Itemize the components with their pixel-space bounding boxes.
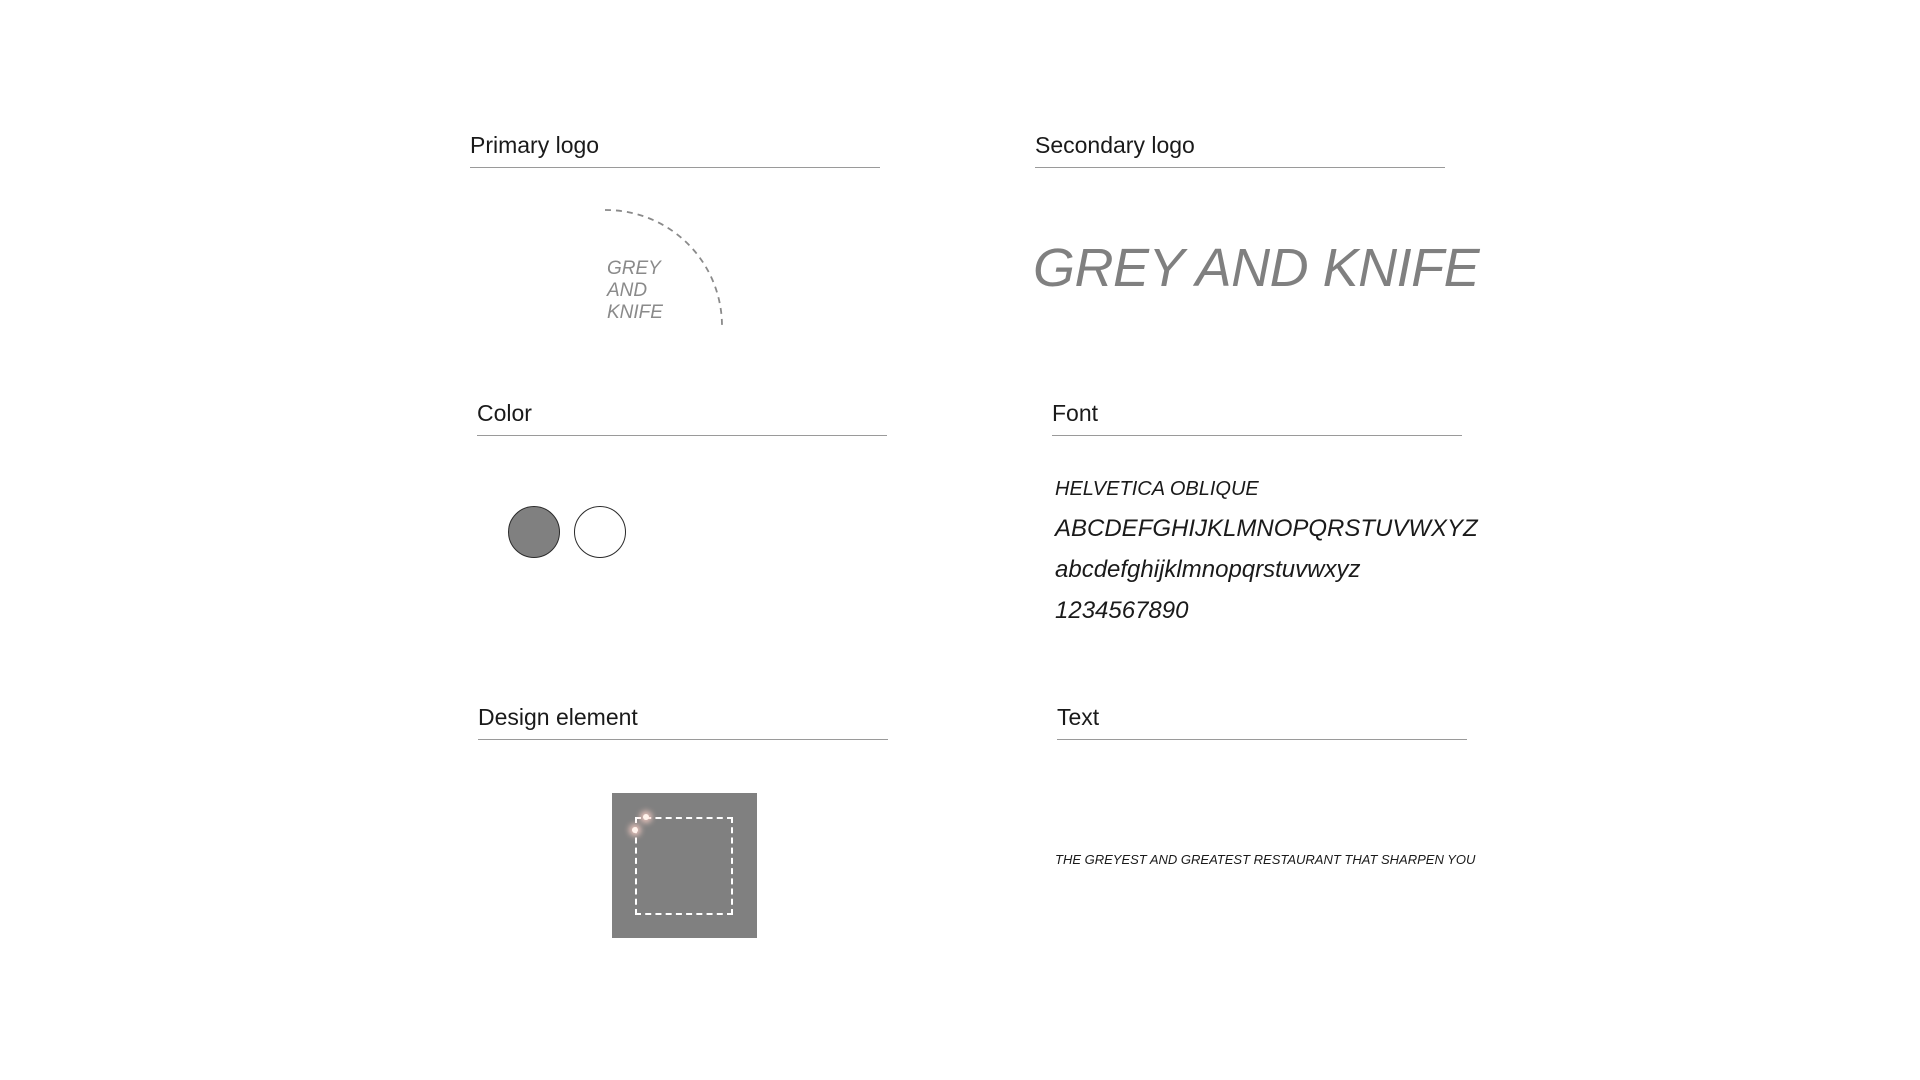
font-digits-sample: 1234567890 bbox=[1055, 597, 1189, 624]
primary-logo bbox=[605, 209, 725, 329]
font-uppercase-sample: ABCDEFGHIJKLMNOPQRSTUVWXYZ bbox=[1055, 515, 1478, 542]
design-element-heading: Design element bbox=[478, 703, 888, 740]
sparkle-icon bbox=[632, 827, 638, 833]
secondary-logo-wordmark: GREY AND KNIFE bbox=[1033, 238, 1480, 298]
primary-logo-heading: Primary logo bbox=[470, 131, 880, 168]
color-section bbox=[477, 399, 887, 436]
primary-logo-line-2: AND bbox=[607, 280, 648, 301]
color-heading: Color bbox=[477, 399, 887, 436]
design-element-square bbox=[612, 793, 757, 938]
sparkle-icon bbox=[643, 814, 649, 820]
font-heading: Font bbox=[1052, 399, 1462, 436]
primary-logo-wordmark bbox=[607, 258, 663, 324]
text-heading: Text bbox=[1057, 703, 1467, 740]
design-element-dashed-frame bbox=[635, 817, 733, 915]
primary-logo-line-3: KNIFE bbox=[607, 302, 663, 323]
font-name: HELVETICA OBLIQUE bbox=[1055, 478, 1259, 500]
primary-logo-section bbox=[470, 131, 880, 168]
color-swatch-grey bbox=[508, 506, 560, 558]
design-element-section bbox=[478, 703, 888, 740]
primary-logo-line-1: GREY bbox=[607, 258, 661, 279]
font-lowercase-sample: abcdefghijklmnopqrstuvwxyz bbox=[1055, 556, 1361, 583]
secondary-logo-heading: Secondary logo bbox=[1035, 131, 1445, 168]
tagline-text: THE GREYEST AND GREATEST RESTAURANT THAT SHARPEN YOU bbox=[1055, 852, 1476, 867]
text-section bbox=[1057, 703, 1467, 740]
secondary-logo-section bbox=[1035, 131, 1445, 168]
font-specimen bbox=[1055, 475, 1478, 625]
color-swatch-white bbox=[574, 506, 626, 558]
font-section bbox=[1052, 399, 1462, 436]
